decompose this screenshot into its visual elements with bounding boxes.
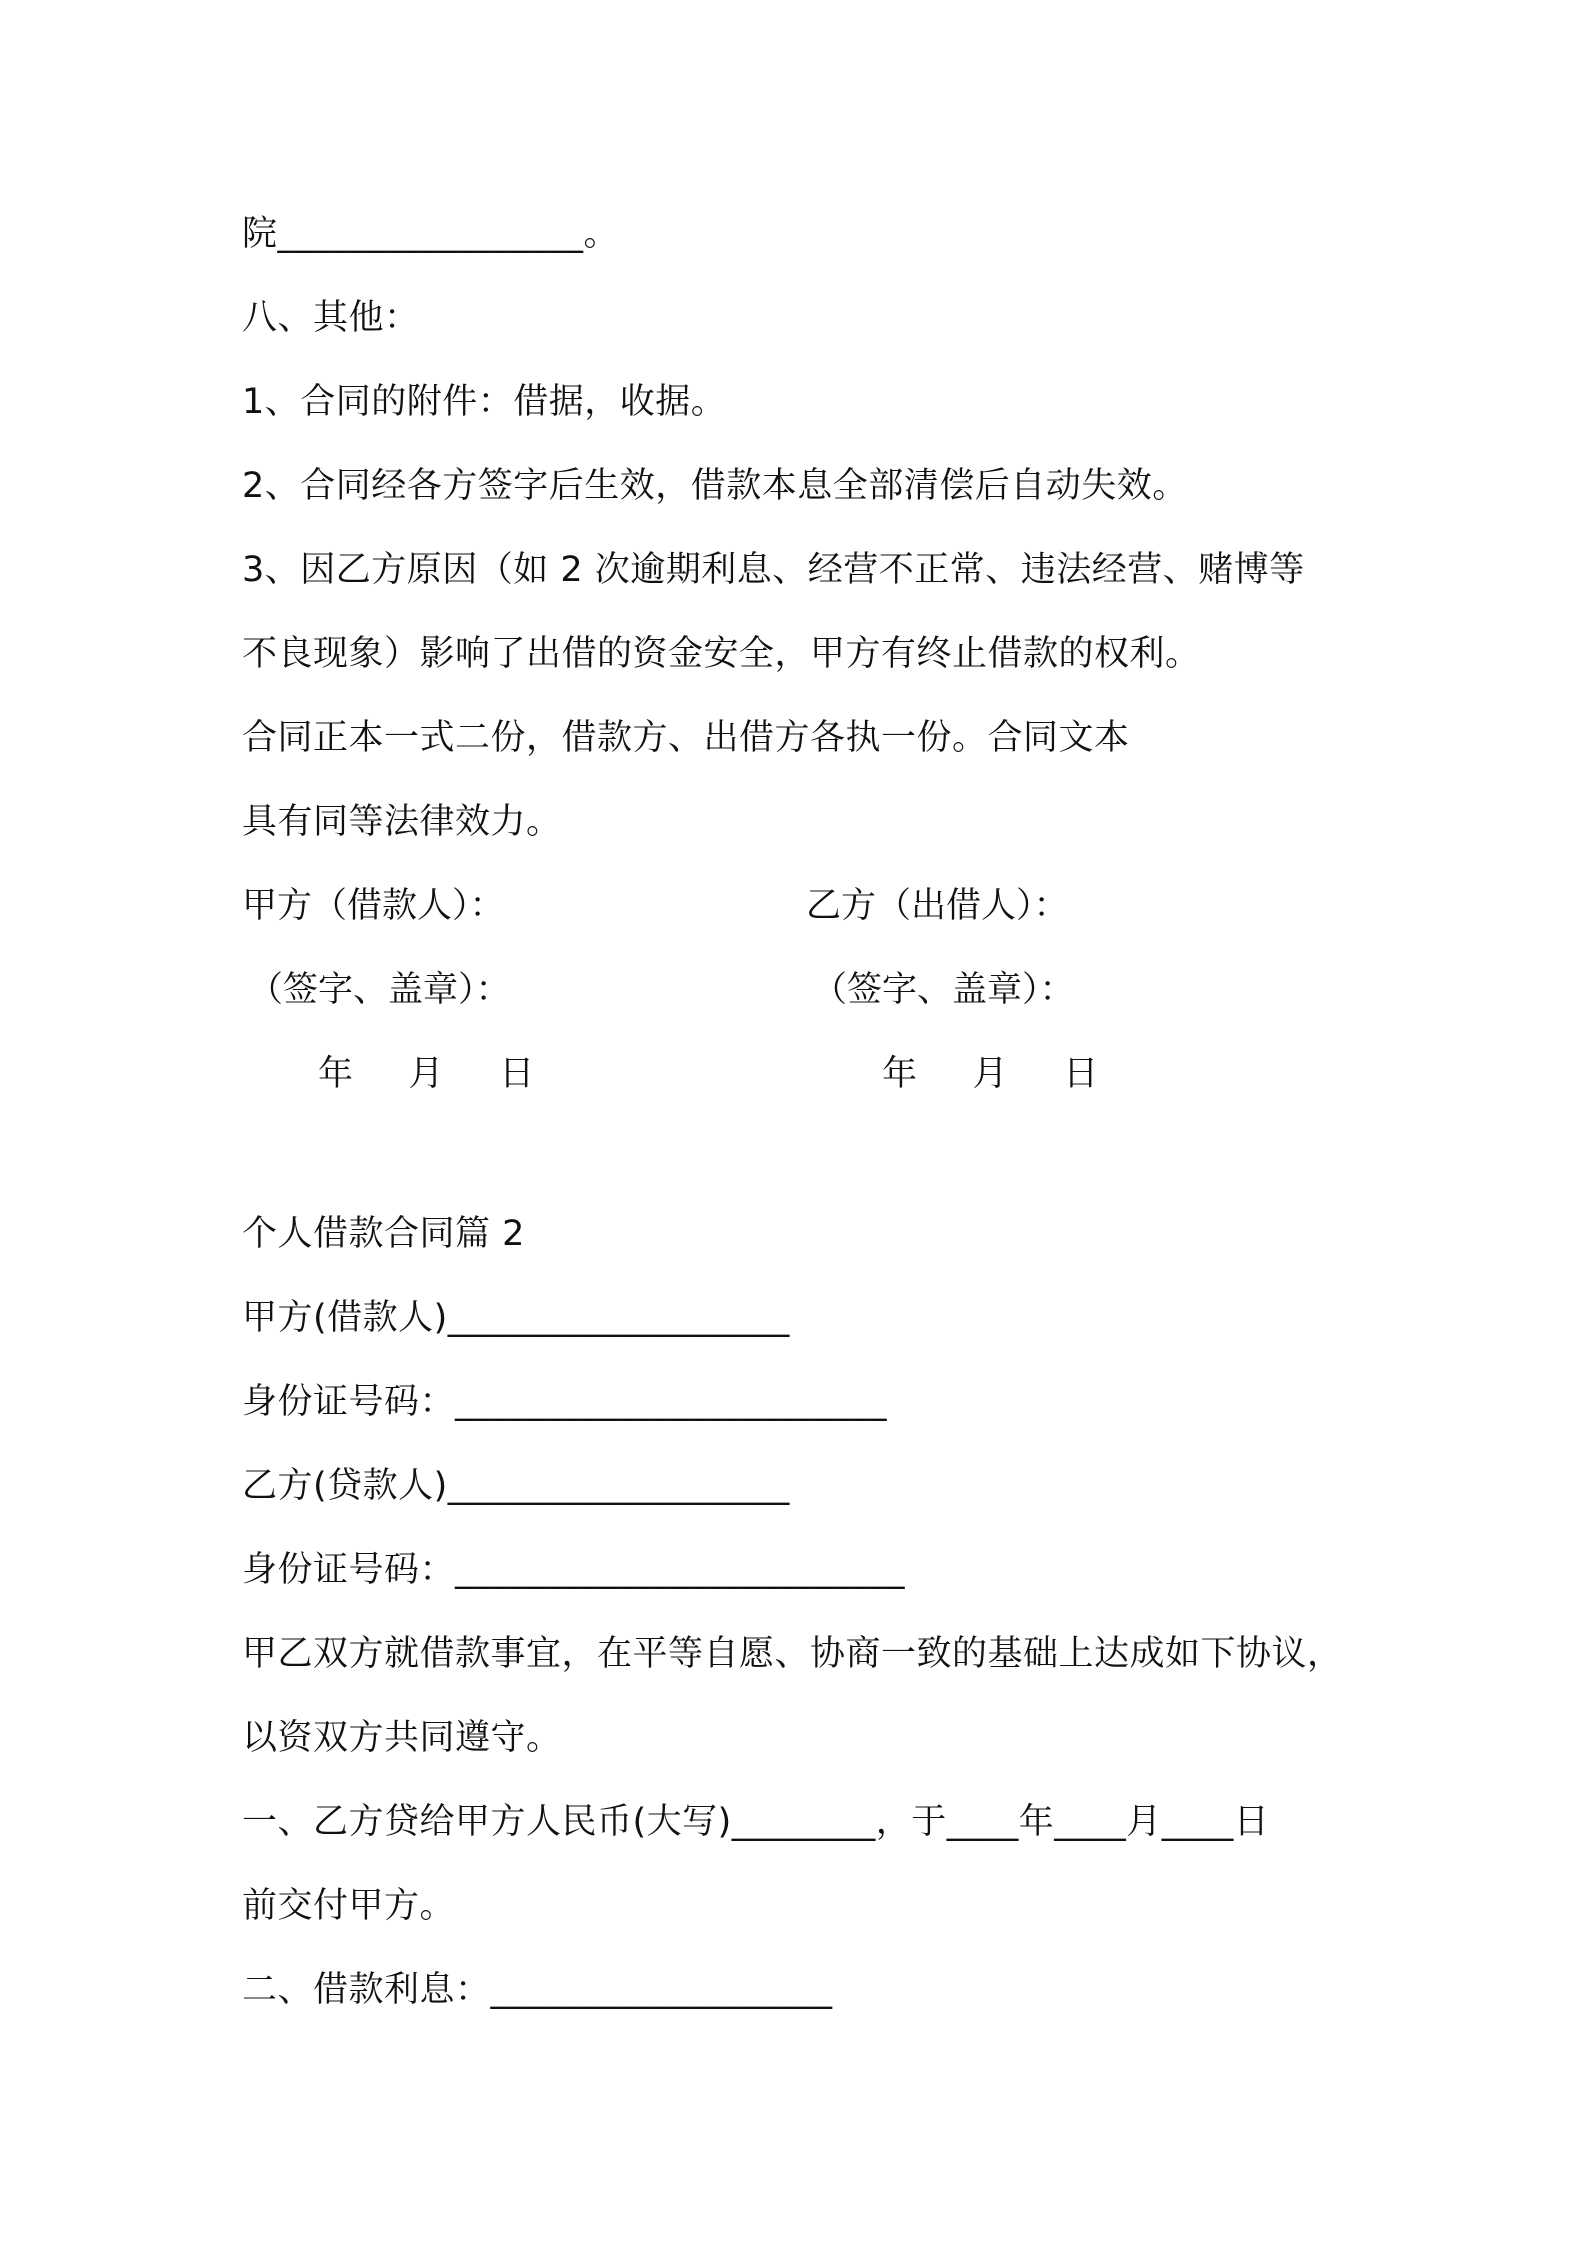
- agreement-intro-line-2: 以资双方共同遵守。: [242, 1718, 562, 1758]
- agreement-intro-line-1: 甲乙双方就借款事宜，在平等自愿、协商一致的基础上达成如下协议，: [242, 1634, 1343, 1674]
- clause-3-line-2: 不良现象）影响了出借的资金安全，甲方有终止借款的权利。: [242, 634, 1201, 674]
- party-b-lender-line: 乙方(贷款人)___________________: [242, 1466, 790, 1506]
- section-8-heading: 八、其他：: [242, 298, 420, 338]
- clause-1: 1、合同的附件：借据，收据。: [242, 382, 727, 422]
- section-2-title: 个人借款合同篇 2: [242, 1214, 525, 1254]
- party-b-id-line: 身份证号码：_________________________: [242, 1550, 906, 1590]
- party-a-label: 甲方（借款人）：: [242, 886, 505, 926]
- clause-2: 2、合同经各方签字后生效，借款本息全部清偿后自动失效。: [242, 466, 1188, 506]
- party-a-seal-label: （签字、盖章）：: [248, 970, 511, 1010]
- party-b-seal-label: （签字、盖章）：: [812, 970, 1075, 1010]
- article-2-interest-line: 二、借款利息：___________________: [242, 1970, 833, 2010]
- party-b-date: 年 月 日: [882, 1054, 1099, 1094]
- party-a-date: 年 月 日: [318, 1054, 535, 1094]
- copies-line-1: 合同正本一式二份，借款方、出借方各执一份。合同文本: [242, 718, 1130, 758]
- court-line: 院_________________。: [242, 214, 620, 254]
- article-1-line-1: 一、乙方贷给甲方人民币(大写)________，于____年____月____日: [242, 1802, 1270, 1842]
- copies-line-2: 具有同等法律效力。: [242, 802, 562, 842]
- party-b-label: 乙方（出借人）：: [806, 886, 1069, 926]
- article-1-line-2: 前交付甲方。: [242, 1886, 456, 1926]
- party-a-id-line: 身份证号码：________________________: [242, 1382, 888, 1422]
- party-a-borrower-line: 甲方(借款人)___________________: [242, 1298, 790, 1338]
- clause-3-line-1: 3、因乙方原因（如 2 次逾期利息、经营不正常、违法经营、赌博等: [242, 550, 1305, 590]
